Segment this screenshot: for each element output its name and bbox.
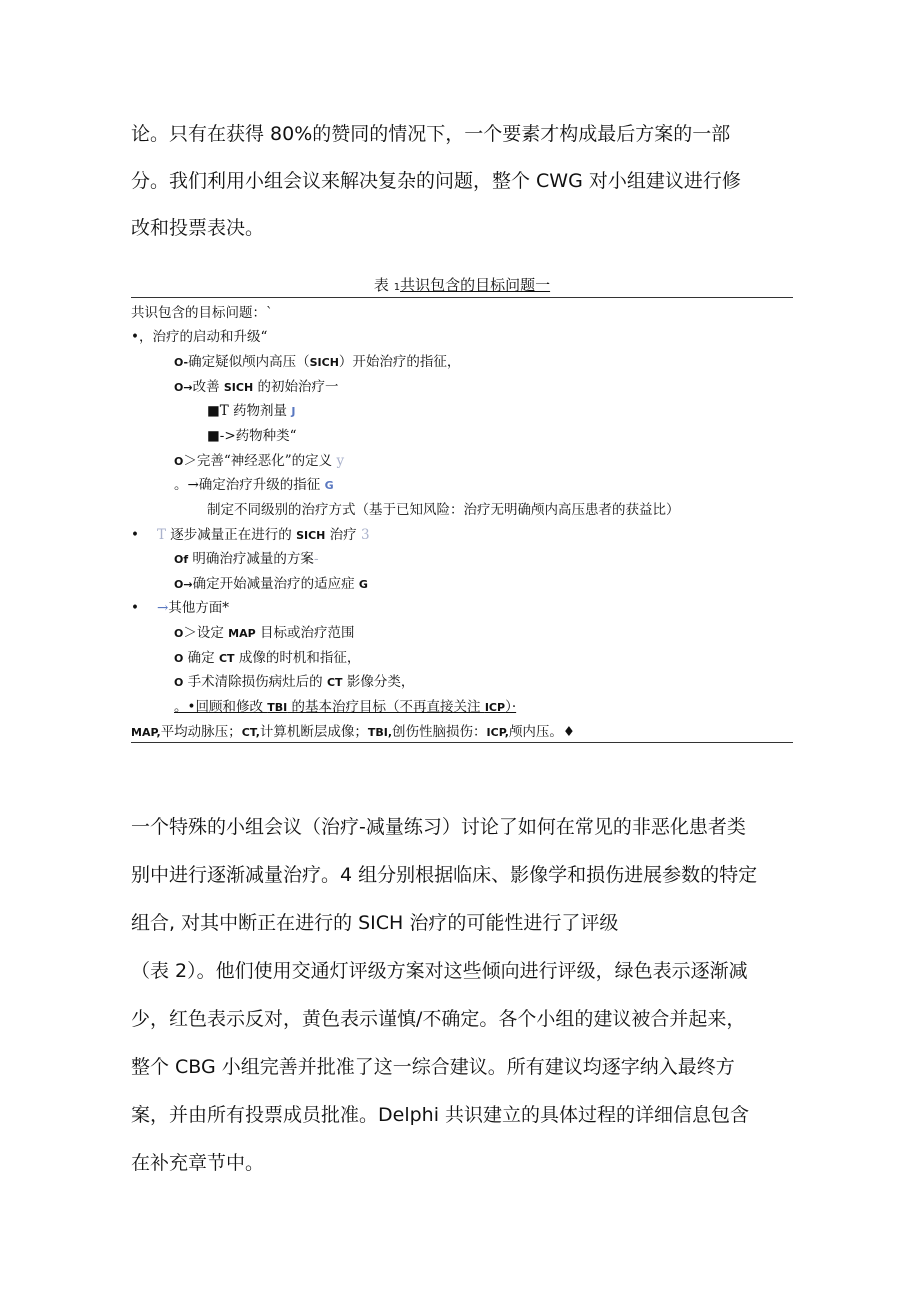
table-row: 制定不同级别的治疗方式（基于已知风险：治疗无明确颅内高压患者的获益比） <box>207 502 680 518</box>
table-row: O 确定 CT 成像的时机和指征， <box>174 650 361 666</box>
table-row: 。→确定治疗升级的指征 G <box>174 477 334 493</box>
text-line: （表 2）。他们使用交通灯评级方案对这些倾向进行评级，绿色表示逐渐减 <box>131 960 748 982</box>
consensus-table <box>131 297 793 743</box>
text-line: 一个特殊的小组会议（治疗-减量练习）讨论了如何在常见的非恶化患者类 <box>131 816 746 838</box>
body-paragraph-bottom <box>131 803 791 1187</box>
table-row: • T 逐步减量正在进行的 SICH 治疗 3 <box>131 527 370 543</box>
table-row: 。•回顾和修改 TBI 的基本治疗目标（不再直接关注 ICP）· <box>174 699 517 715</box>
table-row: ■->药物种类“ <box>207 428 297 444</box>
table-row: 共识包含的目标问题：` <box>131 305 273 321</box>
text-line: 论。只有在获得 80%的赞同的情况下，一个要素才构成最后方案的一部 <box>131 123 731 145</box>
text-line: 整个 CBG 小组完善并批准了这一综合建议。所有建议均逐字纳入最终方 <box>131 1056 735 1078</box>
table-row: ■T 药物剂量 J <box>207 403 296 419</box>
table-row: • →其他方面* <box>131 600 230 616</box>
table-row: O→确定开始减量治疗的适应症 G <box>174 576 368 592</box>
text-line: 改和投票表决。 <box>131 217 265 239</box>
table-row: O 手术清除损伤病灶后的 CT 影像分类， <box>174 674 415 690</box>
table-row: O＞完善“神经恶化”的定义 y <box>174 453 345 469</box>
table-row: O＞设定 MAP 目标或治疗范围 <box>174 625 355 641</box>
text-line: 案，并由所有投票成员批准。Delphi 共识建立的具体过程的详细信息包含 <box>131 1104 750 1126</box>
text-line: 少，红色表示反对，黄色表示谨慎/不确定。各个小组的建议被合并起来， <box>131 1008 746 1030</box>
table-caption: 表 1共识包含的目标问题一 <box>373 276 551 294</box>
text-line: 分。我们利用小组会议来解决复杂的问题，整个 CWG 对小组建议进行修 <box>131 170 741 192</box>
table-footnote: MAP,平均动脉压；CT,计算机断层成像；TBI,创伤性脑损伤：ICP,颅内压。♦ <box>131 724 576 740</box>
text-line: 组合, 对其中断正在进行的 SICH 治疗的可能性进行了评级 <box>131 912 619 934</box>
body-paragraph-top <box>131 111 791 252</box>
table-row: •，治疗的启动和升级“ <box>131 329 268 345</box>
table-row: Of 明确治疗减量的方案- <box>174 551 319 567</box>
table-row: O→改善 SICH 的初始治疗一 <box>174 379 339 395</box>
table-row: O-确定疑似颅内高压（SICH）开始治疗的指征， <box>174 354 461 370</box>
text-line: 在补充章节中。 <box>131 1152 265 1174</box>
text-line: 别中进行逐渐减量治疗。4 组分别根据临床、影像学和损伤进展参数的特定 <box>131 864 758 886</box>
